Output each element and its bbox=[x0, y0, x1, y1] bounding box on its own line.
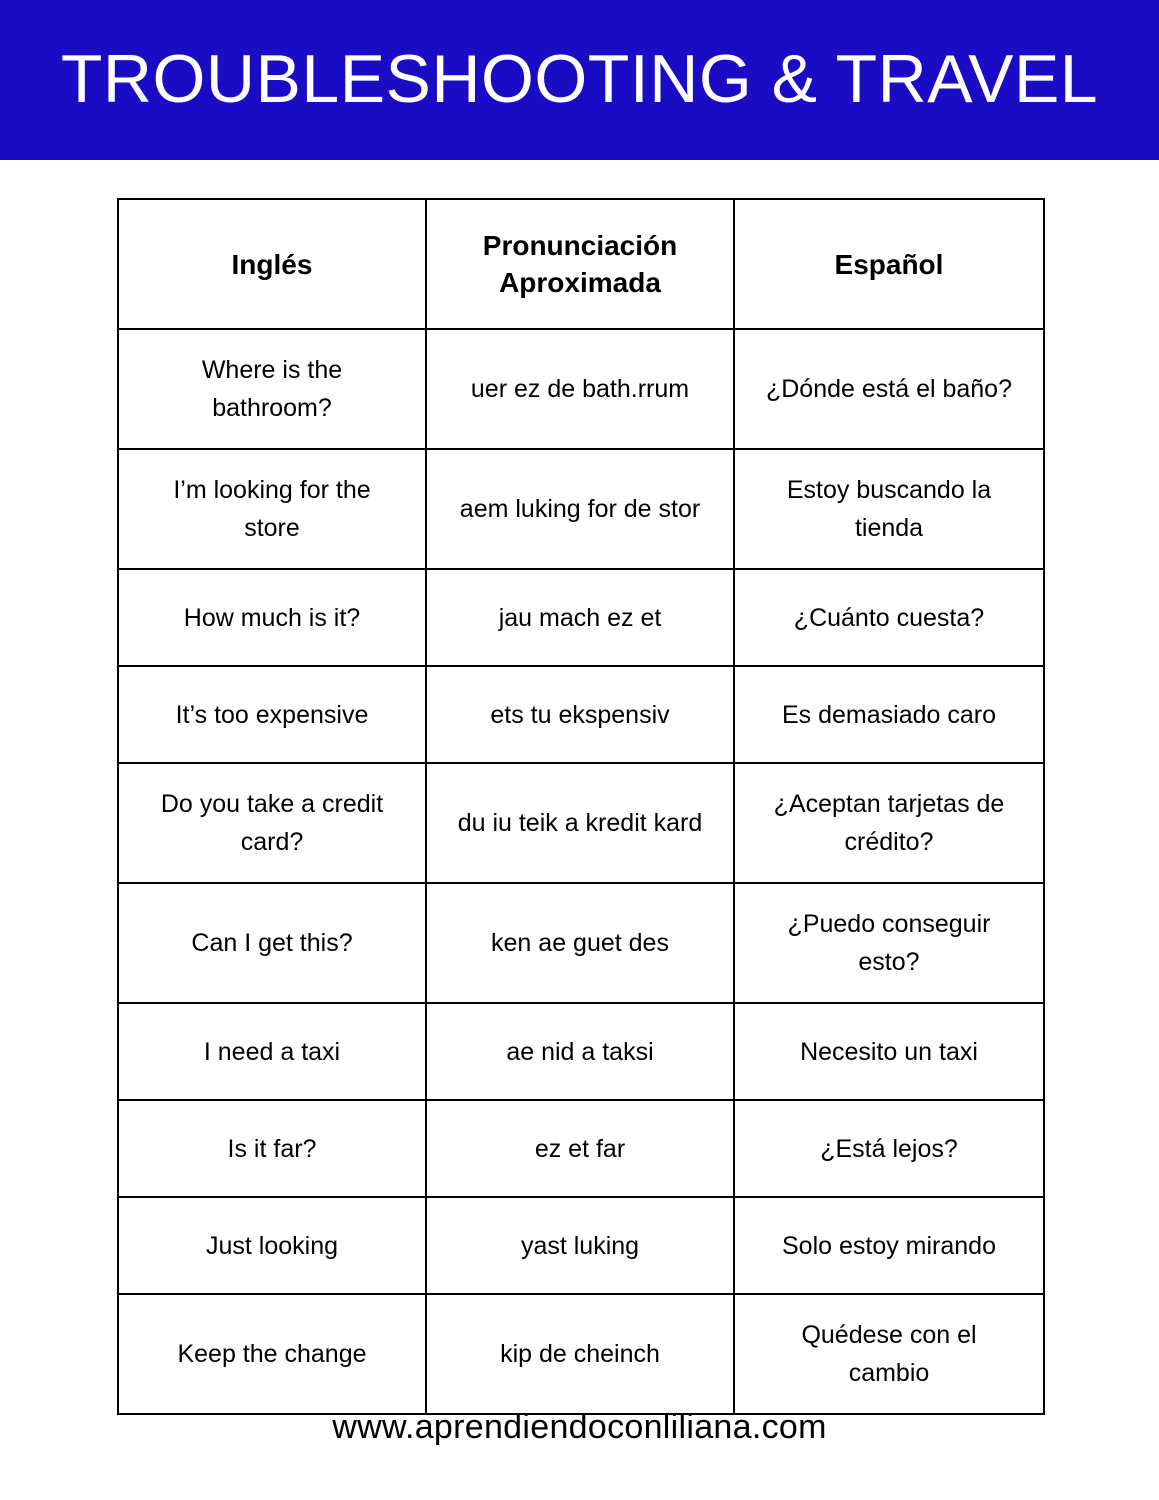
cell-pronunciation: du iu teik a kredit kard bbox=[426, 763, 734, 883]
table-row bbox=[118, 1197, 1044, 1294]
cell-spanish: Estoy buscando la tienda bbox=[734, 449, 1044, 569]
table-row bbox=[118, 763, 1044, 883]
cell-pronunciation: jau mach ez et bbox=[426, 569, 734, 666]
footer-website-url: www.aprendiendoconliliana.com bbox=[332, 1408, 827, 1446]
table-row bbox=[118, 883, 1044, 1003]
table-header-row bbox=[118, 199, 1044, 329]
cell-english: Is it far? bbox=[118, 1100, 426, 1197]
header-banner bbox=[0, 0, 1159, 160]
cell-english: Can I get this? bbox=[118, 883, 426, 1003]
table-row bbox=[118, 1003, 1044, 1100]
table-row bbox=[118, 1100, 1044, 1197]
cell-english: Where is the bathroom? bbox=[118, 329, 426, 449]
cell-spanish: ¿Dónde está el baño? bbox=[734, 329, 1044, 449]
cell-english: Just looking bbox=[118, 1197, 426, 1294]
cell-english: How much is it? bbox=[118, 569, 426, 666]
cell-pronunciation: ets tu ekspensiv bbox=[426, 666, 734, 763]
cell-spanish: Quédese con el cambio bbox=[734, 1294, 1044, 1414]
cell-english: It’s too expensive bbox=[118, 666, 426, 763]
cell-spanish: Es demasiado caro bbox=[734, 666, 1044, 763]
column-header-english: Inglés bbox=[118, 199, 426, 329]
column-header-pronunciation: Pronunciación Aproximada bbox=[426, 199, 734, 329]
cell-spanish: ¿Aceptan tarjetas de crédito? bbox=[734, 763, 1044, 883]
column-header-spanish: Español bbox=[734, 199, 1044, 329]
table-row bbox=[118, 449, 1044, 569]
cell-pronunciation: ez et far bbox=[426, 1100, 734, 1197]
phrase-table bbox=[117, 198, 1045, 1415]
cell-pronunciation: ken ae guet des bbox=[426, 883, 734, 1003]
cell-english: I need a taxi bbox=[118, 1003, 426, 1100]
cell-spanish: Solo estoy mirando bbox=[734, 1197, 1044, 1294]
cell-english: Do you take a credit card? bbox=[118, 763, 426, 883]
page-title: TROUBLESHOOTING & TRAVEL bbox=[60, 41, 1099, 117]
cell-spanish: ¿Está lejos? bbox=[734, 1100, 1044, 1197]
cell-spanish: ¿Cuánto cuesta? bbox=[734, 569, 1044, 666]
cell-pronunciation: uer ez de bath.rrum bbox=[426, 329, 734, 449]
cell-english: I’m looking for the store bbox=[118, 449, 426, 569]
table-row bbox=[118, 569, 1044, 666]
table-row bbox=[118, 1294, 1044, 1414]
table-row bbox=[118, 329, 1044, 449]
cell-pronunciation: ae nid a taksi bbox=[426, 1003, 734, 1100]
cell-english: Keep the change bbox=[118, 1294, 426, 1414]
cell-spanish: ¿Puedo conseguir esto? bbox=[734, 883, 1044, 1003]
cell-pronunciation: yast luking bbox=[426, 1197, 734, 1294]
table-row bbox=[118, 666, 1044, 763]
cell-pronunciation: kip de cheinch bbox=[426, 1294, 734, 1414]
cell-spanish: Necesito un taxi bbox=[734, 1003, 1044, 1100]
cell-pronunciation: aem luking for de stor bbox=[426, 449, 734, 569]
